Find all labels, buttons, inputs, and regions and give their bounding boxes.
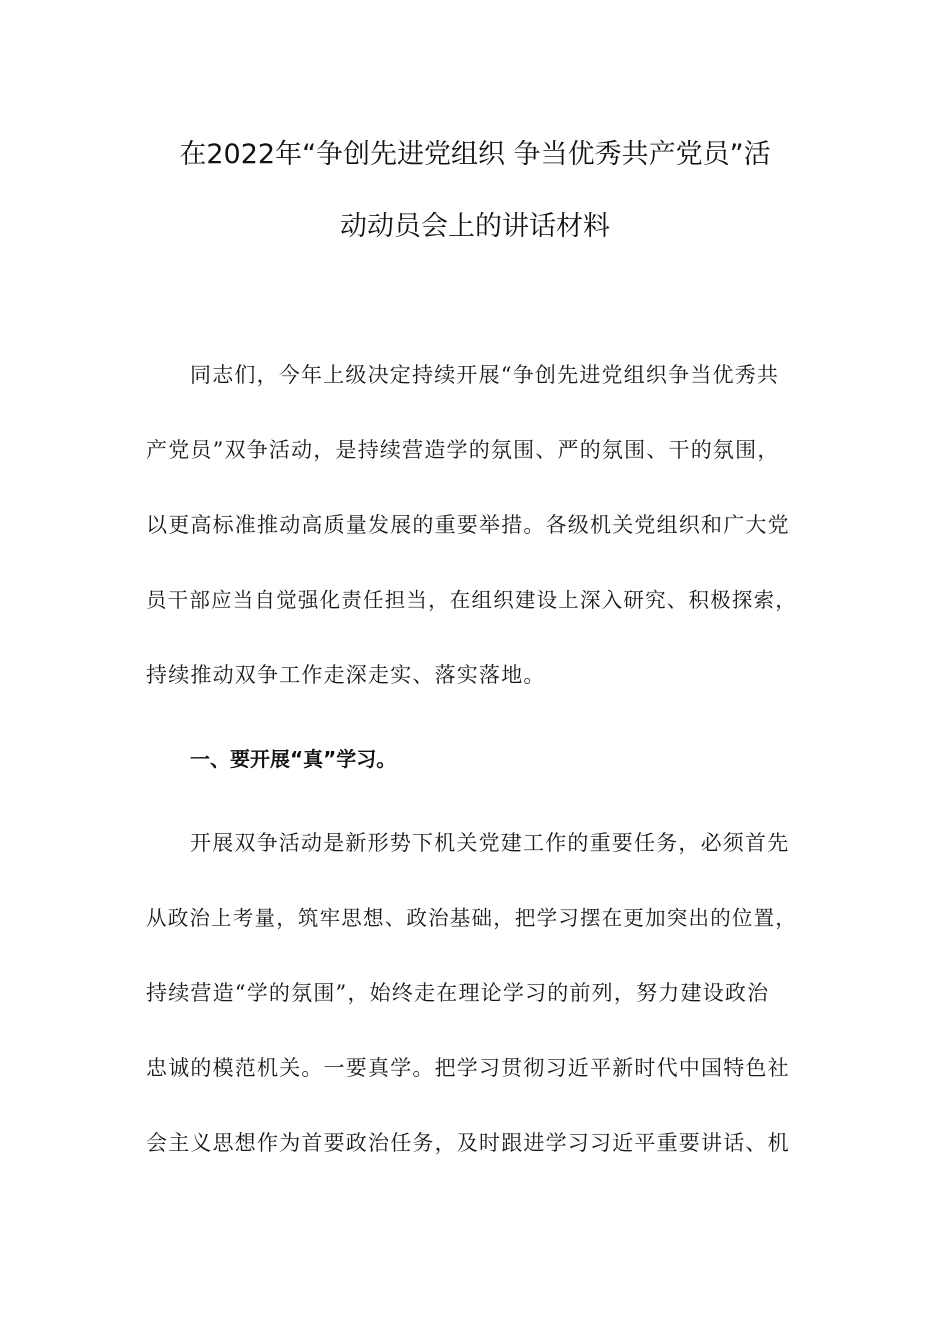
paragraph-1-line-5: 持续推动双争工作走深走实、落实落地。 <box>146 663 546 687</box>
paragraph-1-line-3: 以更高标准推动高质量发展的重要举措。各级机关党组织和广大党 <box>146 513 790 537</box>
paragraph-1-line-2: 产党员”双争活动，是持续营造学的氛围、严的氛围、干的氛围， <box>146 438 780 462</box>
paragraph-2-line-4: 忠诚的模范机关。一要真学。把学习贯彻习近平新时代中国特色社 <box>146 1056 790 1080</box>
document-title-line-2: 动动员会上的讲话材料 <box>340 211 610 242</box>
paragraph-1-line-4: 员干部应当自觉强化责任担当，在组织建设上深入研究、积极探索， <box>146 588 797 612</box>
paragraph-1-line-1: 同志们，今年上级决定持续开展“争创先进党组织争当优秀共 <box>190 363 780 387</box>
document-title-line-1: 在2022年“争创先进党组织 争当优秀共产党员”活 <box>179 139 771 170</box>
paragraph-2-line-1: 开展双争活动是新形势下机关党建工作的重要任务，必须首先 <box>190 831 790 855</box>
paragraph-2-line-2: 从政治上考量，筑牢思想、政治基础，把学习摆在更加突出的位置， <box>146 906 797 930</box>
section-heading-1: 一、要开展“真”学习。 <box>190 747 397 771</box>
paragraph-2-line-3: 持续营造“学的氛围”，始终走在理论学习的前列，努力建设政治 <box>146 981 770 1005</box>
paragraph-2-line-5: 会主义思想作为首要政治任务，及时跟进学习习近平重要讲话、机 <box>146 1131 790 1155</box>
